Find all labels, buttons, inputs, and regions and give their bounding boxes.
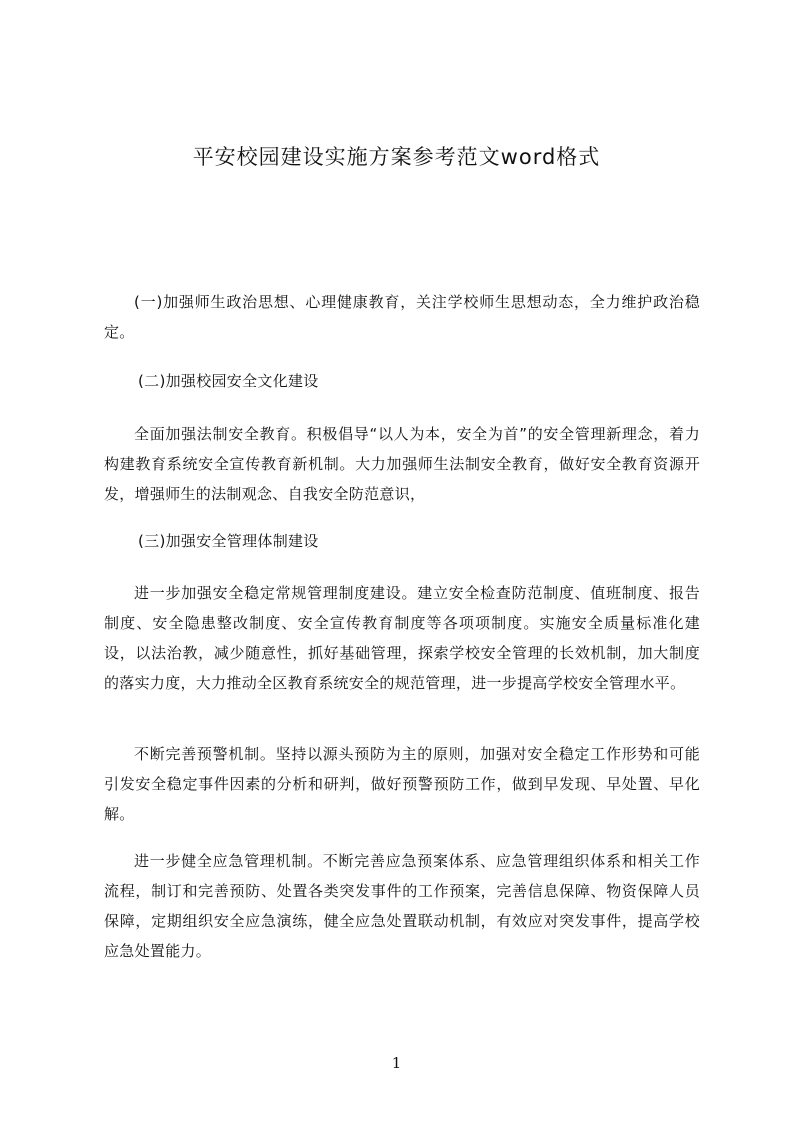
paragraph-political-education: (一)加强师生政治思想、心理健康教育，关注学校师生思想动态，全力维护政治稳定。 bbox=[104, 293, 700, 341]
paragraph-early-warning: 不断完善预警机制。坚持以源头预防为主的原则，加强对安全稳定工作形势和可能引发安全稳定事件因素的分析和研判，做好预警预防工作，做到早发现、早处置、早化解。 bbox=[104, 745, 700, 823]
paragraph-legal-safety-education: 全面加强法制安全教育。积极倡导“以人为本，安全为首”的安全管理新理念，着力构建教育系统安全宣传教育新机制。大力加强师生法制安全教育，做好安全教育资源开发，增强师生的法制观念、自我安全防范意识， bbox=[104, 425, 700, 503]
paragraph-emergency-management: 进一步健全应急管理机制。不断完善应急预案体系、应急管理组织体系和相关工作流程，制订和完善预防、处置各类突发事件的工作预案，完善信息保障、物资保障人员保障，定期组织安全应急演练，健全应急处置联动机制，有效应对突发事件，提高学校应急处置能力。 bbox=[104, 852, 700, 960]
section-heading-management-system: (三)加强安全管理体制建设 bbox=[138, 532, 319, 550]
section-heading-campus-culture: (二)加强校园安全文化建设 bbox=[138, 372, 319, 390]
document-title: 平安校园建设实施方案参考范文word格式 bbox=[192, 145, 601, 169]
paragraph-management-rules: 进一步加强安全稳定常规管理制度建设。建立安全检查防范制度、值班制度、报告制度、安全隐患整改制度、安全宣传教育制度等各项项制度。实施安全质量标准化建设，以法治教，减少随意性，抓好基础管理，探索学校安全管理的长效机制，加大制度的落实力度，大力推动全区教育系统安全的规范管理，进一步提高学校安全管理水平。 bbox=[104, 584, 700, 692]
page-number: 1 bbox=[391, 1054, 402, 1072]
